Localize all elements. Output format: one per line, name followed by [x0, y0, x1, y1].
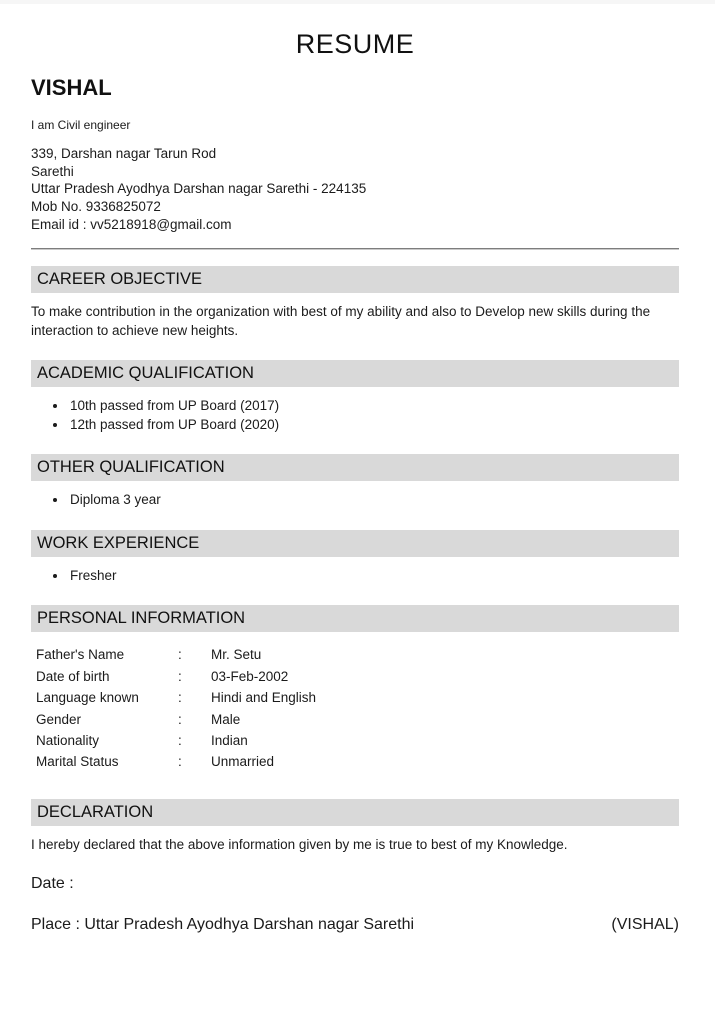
section-work-experience: [31, 530, 679, 586]
place-value: Uttar Pradesh Ayodhya Darshan nagar Sarethi: [84, 916, 415, 934]
section-header-academic-qualification: ACADEMIC QUALIFICATION: [31, 360, 679, 387]
section-header-declaration: DECLARATION: [31, 799, 679, 826]
section-personal-information: [31, 605, 679, 772]
section-academic-qualification: [31, 360, 679, 434]
section-other-qualification: [31, 454, 679, 510]
list-item: • Fresher: [68, 567, 679, 586]
address-block: [31, 145, 679, 233]
phone-number: Mob No. 9336825072: [31, 199, 161, 215]
signature-name: (VISHAL): [611, 916, 679, 934]
work-experience-list: [31, 567, 679, 586]
declaration-text: I hereby declared that the above information given by me is true to best of my Knowledge.: [31, 836, 568, 852]
list-item: • 12th passed from UP Board (2020): [68, 416, 679, 435]
info-value: 03-Feb-2002: [211, 668, 289, 684]
info-separator: :: [178, 668, 182, 684]
place-signature-line: [31, 916, 679, 934]
list-item: • 10th passed from UP Board (2017): [68, 397, 679, 416]
career-objective-text: To make contribution in the organization with best of my ability and also to Develop new skills during the interaction to achieve new heights.: [31, 304, 651, 338]
personal-information-table: [36, 644, 316, 772]
address-line-street: 339, Darshan nagar Tarun Rod: [31, 146, 217, 162]
info-separator: :: [178, 711, 182, 727]
info-value: Hindi and English: [211, 690, 317, 706]
info-separator: :: [178, 647, 182, 663]
header-divider: [31, 248, 679, 250]
resume-document: [0, 29, 715, 934]
place-line: [31, 916, 414, 934]
section-header-work-experience: WORK EXPERIENCE: [31, 530, 679, 557]
table-row: [36, 751, 316, 772]
info-label: Language known: [36, 690, 139, 706]
other-qualification-list: [31, 491, 679, 510]
info-label: Father's Name: [36, 647, 125, 663]
section-header-personal-information: PERSONAL INFORMATION: [31, 605, 679, 632]
document-footer: [31, 875, 679, 934]
candidate-name: VISHAL: [31, 75, 112, 100]
table-row: [36, 730, 316, 751]
date-line: Date :: [31, 875, 74, 893]
info-label: Date of birth: [36, 668, 110, 684]
info-label: Marital Status: [36, 754, 119, 770]
table-row: [36, 708, 316, 729]
info-separator: :: [178, 754, 182, 770]
list-item: • Diploma 3 year: [68, 491, 679, 510]
info-value: Mr. Setu: [211, 647, 262, 663]
section-header-other-qualification: OTHER QUALIFICATION: [31, 454, 679, 481]
section-header-career-objective: CAREER OBJECTIVE: [31, 266, 679, 293]
page-top-edge: [0, 0, 715, 4]
address-line-region: Uttar Pradesh Ayodhya Darshan nagar Sarethi - 224135: [31, 181, 367, 197]
section-career-objective: [31, 266, 679, 340]
table-row: [36, 666, 316, 687]
place-label: Place :: [31, 916, 80, 934]
candidate-tagline: I am Civil engineer: [31, 118, 131, 133]
email-address: Email id : vv5218918@gmail.com: [31, 216, 232, 232]
section-declaration: [31, 799, 679, 855]
table-row: [36, 687, 316, 708]
info-label: Gender: [36, 711, 82, 727]
info-value: Indian: [211, 732, 248, 748]
info-value: Male: [211, 711, 241, 727]
address-line-locality: Sarethi: [31, 163, 74, 179]
info-label: Nationality: [36, 732, 100, 748]
info-separator: :: [178, 732, 182, 748]
info-separator: :: [178, 690, 182, 706]
document-title: RESUME: [295, 29, 415, 59]
academic-qualification-list: [31, 397, 679, 434]
contact-header: [31, 76, 679, 233]
table-row: [36, 644, 316, 665]
info-value: Unmarried: [211, 754, 275, 770]
